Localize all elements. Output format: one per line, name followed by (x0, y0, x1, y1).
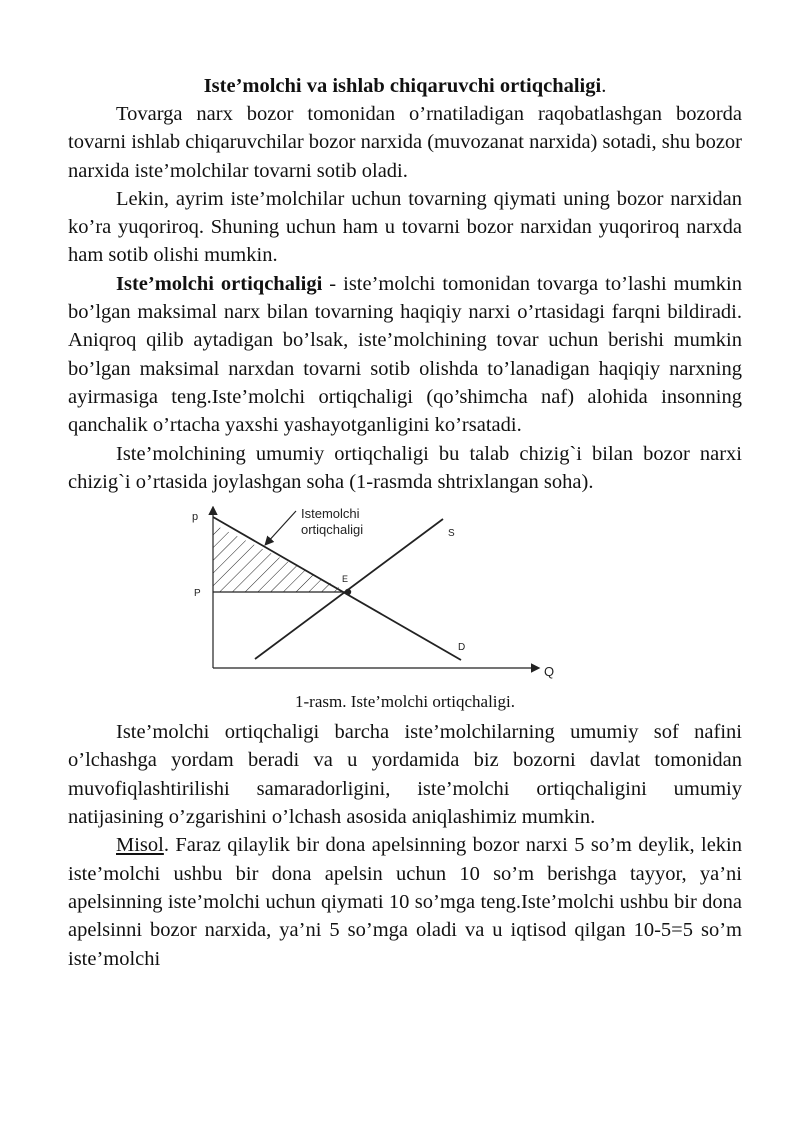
supply-label: S (448, 528, 455, 540)
section-title-dot: . (601, 75, 607, 97)
annotation-label-line1: Istemolchi (301, 506, 360, 522)
axis-p-label: p (192, 511, 199, 524)
equilibrium-point (345, 589, 351, 595)
figure-consumer-surplus (68, 496, 742, 688)
figure-caption: 1-rasm. Iste’molchi ortiqchaligi. (295, 692, 515, 712)
paragraph-6-body: . Faraz qilaylik bir dona apelsinning bozor narxi 5 so’m deylik, lekin iste’molchi ushbu bir dona apelsin uchun 10 so’m berishga tayyor, ya’ni apelsinning iste’molchi uchun qiymati 10 so’mga teng.Iste’molchi ushbu bir dona apelsinni bozor narxida, ya’ni 5 so’mga oladi va u iqtisod qilgan 10-5=5 so’m iste’molchi (68, 834, 742, 970)
paragraph-3-body: - iste’molchi tomonidan tovarga to’lashi mumkin bo’lgan maksimal narx bilan tovarning haqiqiy narxi o’rtasidagi farqni bildiradi. Aniqroq qilib aytadigan bo’lsak, iste’molchining tovar uchun berishi mumkin bo’lgan maksimal narxdan tovarni sotib olishda to’lanadigan haqiqiy narxning ayirmasiga teng.Iste’molchi ortiqchaligi (qo’shimcha naf) alohida insonning qanchalik o’rtacha yaxshi yashayotganligini ko’rsatadi. (68, 272, 742, 437)
axis-q-label: Q (544, 664, 555, 680)
paragraph-1: Tovarga narx bozor tomonidan o’rnatiladigan raqobatlashgan bozorda tovarni ishlab chiqaruvchilar bozor narxida (muvozanat narxida) sotadi, shu bozor narxida iste’molchilar tovarni sotib oladi. (68, 103, 742, 182)
figure-diagram (178, 506, 568, 688)
annotation-arrow (266, 511, 296, 544)
price-label: P (194, 588, 201, 600)
paragraph-4: Iste’molchining umumiy ortiqchaligi bu talab chizig`i bilan bozor narxi chizig`i o’rtasida joylashgan soha (1-rasmda shtrixlangan soha). (68, 442, 742, 493)
paragraph-5: Iste’molchi ortiqchaligi barcha iste’molchilarning umumiy sof nafini o’lchashga yordam beradi va u yordamida biz bozorni davlat tomonidan muvofiqlashtirilishi samaradorligini, iste’molchi ortiqchaligini umumiy natijasining o’zgarishini o’lchash asosida aniqlashimiz mumkin. (68, 721, 742, 829)
section-title (68, 72, 742, 100)
section-title-text: Iste’molchi va ishlab chiqaruvchi ortiqchaligi (203, 75, 602, 97)
example-label: Misol (116, 834, 164, 857)
demand-label: D (458, 642, 466, 654)
paragraph-6 (68, 831, 742, 972)
term-consumer-surplus: Iste’molchi ortiqchaligi (116, 272, 323, 295)
paragraph-3 (68, 270, 742, 440)
document-page (68, 72, 742, 973)
equilibrium-label: E (342, 574, 349, 585)
paragraph-2: Lekin, ayrim iste’molchilar uchun tovarning qiymati uning bozor narxidan ko’ra yuqoriroq. Shuning uchun ham u tovarni bozor narxidan yuqoriroq narxda ham sotib olishi mumkin. (68, 187, 742, 267)
annotation-label-line2: ortiqchaligi (301, 522, 364, 538)
